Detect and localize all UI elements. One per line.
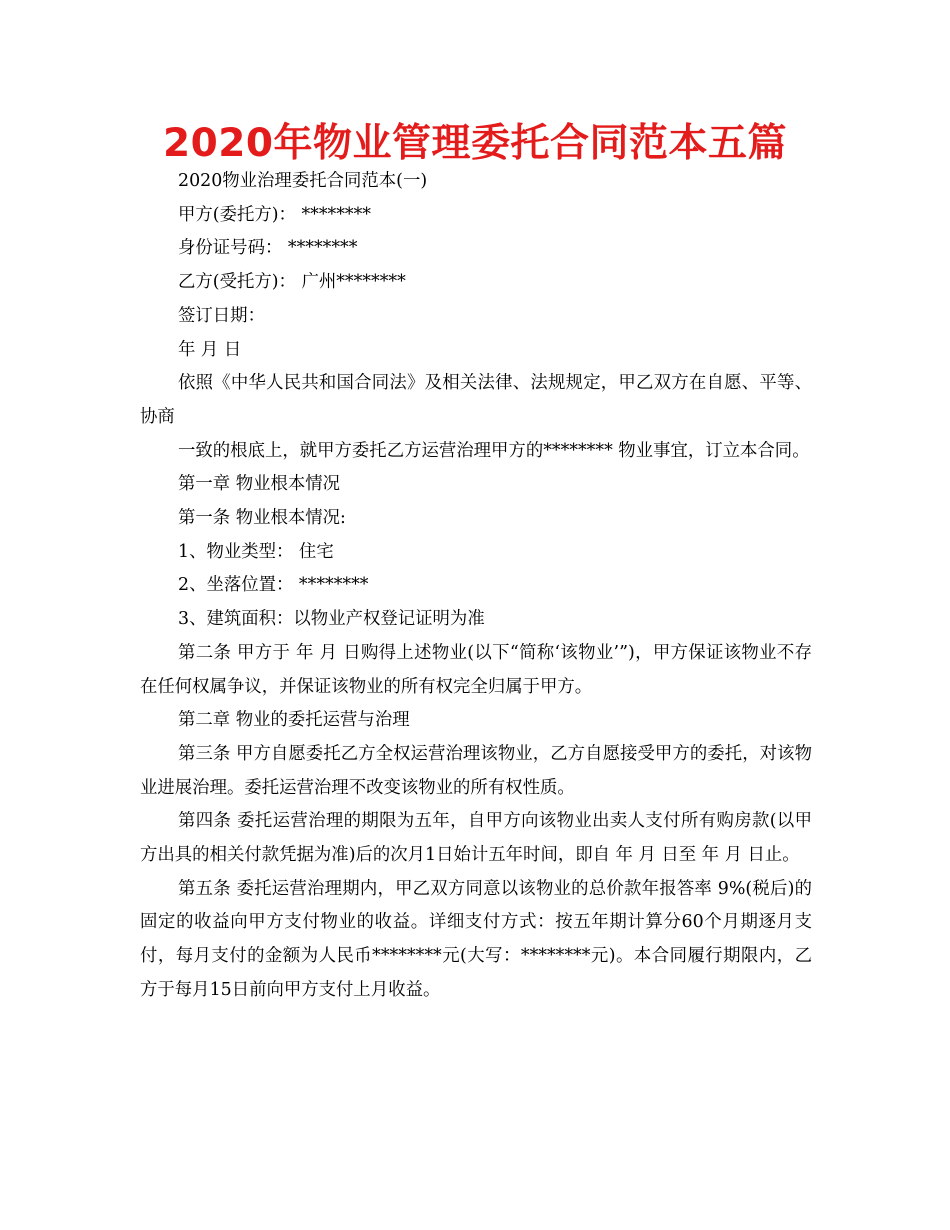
chapter-1-heading: 第一章 物业根本情况 — [178, 474, 341, 495]
article-4-paragraph: 第四条 委托运营治理的期限为五年，自甲方向该物业出卖人支付所有购房款(以甲方出具的相关付款凭据为准)后的次月1日始计五年时间，即自 年 月 日至 年 月 日止。 — [140, 811, 812, 866]
article-5-paragraph: 第五条 委托运营治理期内，甲乙双方同意以该物业的总价款年报答率 9%(税后)的固定的收益向甲方支付物业的收益。详细支付方式：按五年期计算分60个月期逐月支付，每月支付的金额为人民币********元(大写：********元)。本合同履行期限内，乙方于每月15日前向甲方支付上月收益。 — [140, 878, 812, 1000]
article-2-paragraph: 第二条 甲方于 年 月 日购得上述物业(以下“简称‘该物业’”)，甲方保证该物业不存在任何权属争议，并保证该物业的所有权完全归属于甲方。 — [140, 642, 812, 697]
party-a-line: 甲方(委托方)： ******** — [178, 204, 372, 225]
party-b-line: 乙方(受托方)： 广州******** — [178, 272, 406, 293]
article-1-heading: 第一条 物业根本情况: — [178, 508, 346, 529]
document-body — [140, 165, 812, 1008]
id-number-line: 身份证号码： ******** — [178, 238, 358, 259]
preamble-paragraph-2: 一致的根底上，就甲方委托乙方运营治理甲方的******** 物业事宜，订立本合同。 — [178, 440, 810, 461]
document-title: 2020年物业管理委托合同范本五篇 — [162, 121, 788, 166]
sign-date-line: 签订日期： — [178, 305, 265, 326]
building-area-line: 3、建筑面积：以物业产权登记证明为准 — [178, 609, 485, 630]
chapter-2-heading: 第二章 物业的委托运营与治理 — [178, 710, 410, 731]
property-type-line: 1、物业类型： 住宅 — [178, 541, 334, 562]
date-placeholder-line: 年 月 日 — [178, 339, 242, 360]
property-location-line: 2、坐落位置： ******** — [178, 575, 369, 596]
subtitle-paragraph: 2020物业治理委托合同范本(一) — [178, 171, 428, 191]
preamble-paragraph-1: 依照《中华人民共和国合同法》及相关法律、法规规定，甲乙双方在自愿、平等、协商 — [140, 373, 812, 427]
article-3-paragraph: 第三条 甲方自愿委托乙方全权运营治理该物业，乙方自愿接受甲方的委托，对该物业进展治理。委托运营治理不改变该物业的所有权性质。 — [140, 743, 812, 798]
